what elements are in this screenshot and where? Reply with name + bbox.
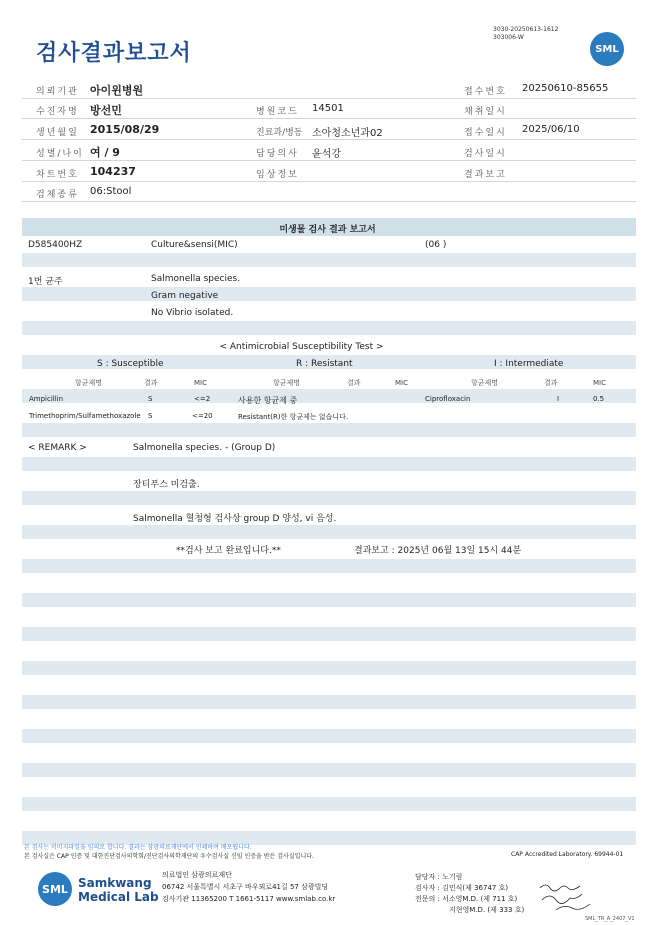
col-drug-3: 항균제명 [471, 379, 499, 387]
sml-logo: SML [590, 32, 624, 66]
stripe [22, 627, 636, 641]
receipt-no-value: 20250610-85655 [522, 83, 609, 94]
ast-drug: Ciprofloxacin [425, 395, 471, 403]
stripe [22, 525, 636, 539]
stripe [22, 729, 636, 743]
ast-note-1: 사용한 항균제 중 [238, 396, 298, 405]
organism-line-3: No Vibrio isolated. [151, 308, 234, 318]
specimen-value: 06:Stool [90, 186, 132, 197]
ast-mic: <=20 [192, 412, 213, 420]
doctor-label: 담당의사 [256, 149, 299, 159]
staff-tester: 검사자 : 김민식(제 36747 호) [415, 884, 509, 892]
form-code: SML_TR_A_2407_V1 [585, 916, 635, 922]
info-row-3 [22, 120, 636, 140]
page-title: 검사결과보고서 [36, 41, 192, 66]
info-row-4 [22, 141, 636, 161]
ast-title: < Antimicrobial Susceptibility Test > [219, 342, 384, 352]
staff-specialist-1: 전문의 : 서소영M.D. (제 711 호) [415, 895, 518, 903]
stripe [22, 287, 636, 301]
document-codes [493, 26, 558, 42]
code-line-2: 303006-W [493, 34, 524, 41]
legend-susceptible: S : Susceptible [97, 359, 164, 369]
test-number: (06 ) [425, 240, 447, 250]
dob-label: 생년월일 [36, 128, 79, 138]
stripe [22, 695, 636, 709]
dept-label: 진료과/병동 [256, 128, 303, 138]
stripe [22, 661, 636, 675]
test-code: D585400HZ [28, 240, 83, 250]
ast-result: S [148, 412, 153, 420]
col-drug-1: 항균제명 [75, 379, 103, 387]
info-row-6 [22, 182, 636, 202]
sex-age-value: 여 / 9 [90, 146, 120, 159]
footer-brand [78, 876, 159, 904]
chart-no-label: 차트번호 [36, 170, 79, 180]
code-line-1: 3030-20250613-1612 [493, 26, 559, 33]
staff-specialist-2: 지현영M.D. (제 333 호) [449, 906, 525, 914]
footer-org: 의료법인 삼광의료재단 [162, 871, 232, 879]
dept-value: 소아청소년과02 [312, 128, 383, 139]
ast-drug: Trimethoprim/Sulfamethoxazole [29, 412, 141, 420]
signature-image [536, 878, 596, 916]
section-title: 미생물 검사 결과 보고서 [279, 225, 376, 235]
organism-line-1: Salmonella species. [151, 274, 241, 284]
report-label: 결과보고 [464, 170, 507, 180]
stripe [22, 423, 636, 437]
sex-age-label: 성별/나이 [36, 149, 84, 159]
remark-label: < REMARK > [28, 443, 87, 453]
ast-mic: <=2 [194, 395, 211, 403]
stripe [22, 797, 636, 811]
remark-line-3: Salmonella 혈청형 검사상 group D 양성, vi 음성. [133, 514, 337, 524]
receipt-date-value: 2025/06/10 [522, 124, 580, 135]
ast-drug: Ampicillin [29, 395, 64, 403]
stripe [22, 457, 636, 471]
ast-note-2: Resistant(R)한 항균제는 없습니다. [238, 413, 349, 421]
ast-result: I [557, 395, 560, 403]
dob-value: 2015/08/29 [90, 123, 160, 136]
client-value: 아이윈병원 [90, 84, 144, 97]
cap-accreditation: CAP Accredited Laboratory. 69944-01 [511, 851, 624, 858]
stripe [22, 321, 636, 335]
test-date-label: 검사일시 [464, 149, 507, 159]
legend-resistant: R : Resistant [296, 359, 353, 369]
brand-line-1: Samkwang [78, 876, 152, 890]
organism-line-2: Gram negative [151, 291, 219, 301]
col-result-2: 결과 [347, 379, 361, 387]
footer-contact: 검사기관 11365200 T 1661-5117 www.smlab.co.kr [162, 895, 336, 903]
test-name: Culture&sensi(MIC) [151, 240, 238, 250]
receipt-date-label: 접수일시 [464, 128, 507, 138]
col-drug-2: 항균제명 [273, 379, 301, 387]
hospital-code-label: 병원코드 [256, 107, 299, 117]
stripe [22, 593, 636, 607]
col-mic-3: MIC [593, 379, 606, 387]
specimen-label: 검체종류 [36, 190, 79, 200]
report-complete: **검사 보고 완료입니다.** [176, 546, 281, 556]
footer-note-1: 본 검사는 이미지파일을 임의로 합니다. 결과는 삼광의료재단에서 인쇄하여 배포됩니다. [24, 844, 252, 851]
footer-sml-logo: SML [38, 872, 72, 906]
organism-label: 1번 균주 [28, 277, 63, 287]
receipt-no-label: 접수번호 [464, 87, 507, 97]
info-row-2 [22, 99, 636, 119]
stripe [22, 389, 636, 403]
patient-label: 수진자명 [36, 107, 79, 117]
col-mic-2: MIC [395, 379, 408, 387]
footer-address: 06742 서울특별시 서초구 바우뫼로41길 57 삼광빌딩 [162, 883, 329, 891]
remark-line-1: Salmonella species. - (Group D) [133, 443, 276, 453]
stripe [22, 253, 636, 267]
ast-mic: 0.5 [593, 395, 605, 403]
hospital-code-value: 14501 [312, 103, 344, 114]
stripe [22, 559, 636, 573]
legend-intermediate: I : Intermediate [494, 359, 564, 369]
info-row-5 [22, 162, 636, 182]
chart-no-value: 104237 [90, 165, 136, 178]
remark-line-2: 장티푸스 미검출. [133, 480, 200, 490]
brand-line-2: Medical Lab [78, 890, 159, 904]
clinical-label: 임상정보 [256, 170, 299, 180]
doctor-value: 윤석강 [312, 149, 341, 160]
ast-result: S [148, 395, 153, 403]
client-label: 의뢰기관 [36, 87, 79, 97]
col-result-1: 결과 [144, 379, 158, 387]
footer-note-2: 본 검사실은 CAP 인증 및 대한진단검사의학회/진단검사의학재단의 우수검사실 신임 인증을 받은 검사실입니다. [24, 853, 314, 860]
col-mic-1: MIC [194, 379, 207, 387]
col-result-3: 결과 [544, 379, 558, 387]
stripe [22, 763, 636, 777]
collect-date-label: 채취일시 [464, 107, 507, 117]
stripe [22, 491, 636, 505]
report-time: 결과보고 : 2025년 06월 13일 15시 44분 [354, 546, 522, 556]
patient-value: 방선민 [90, 104, 122, 117]
info-row-1 [22, 79, 636, 99]
staff-contact: 담당자 : 노기림 [415, 873, 463, 881]
